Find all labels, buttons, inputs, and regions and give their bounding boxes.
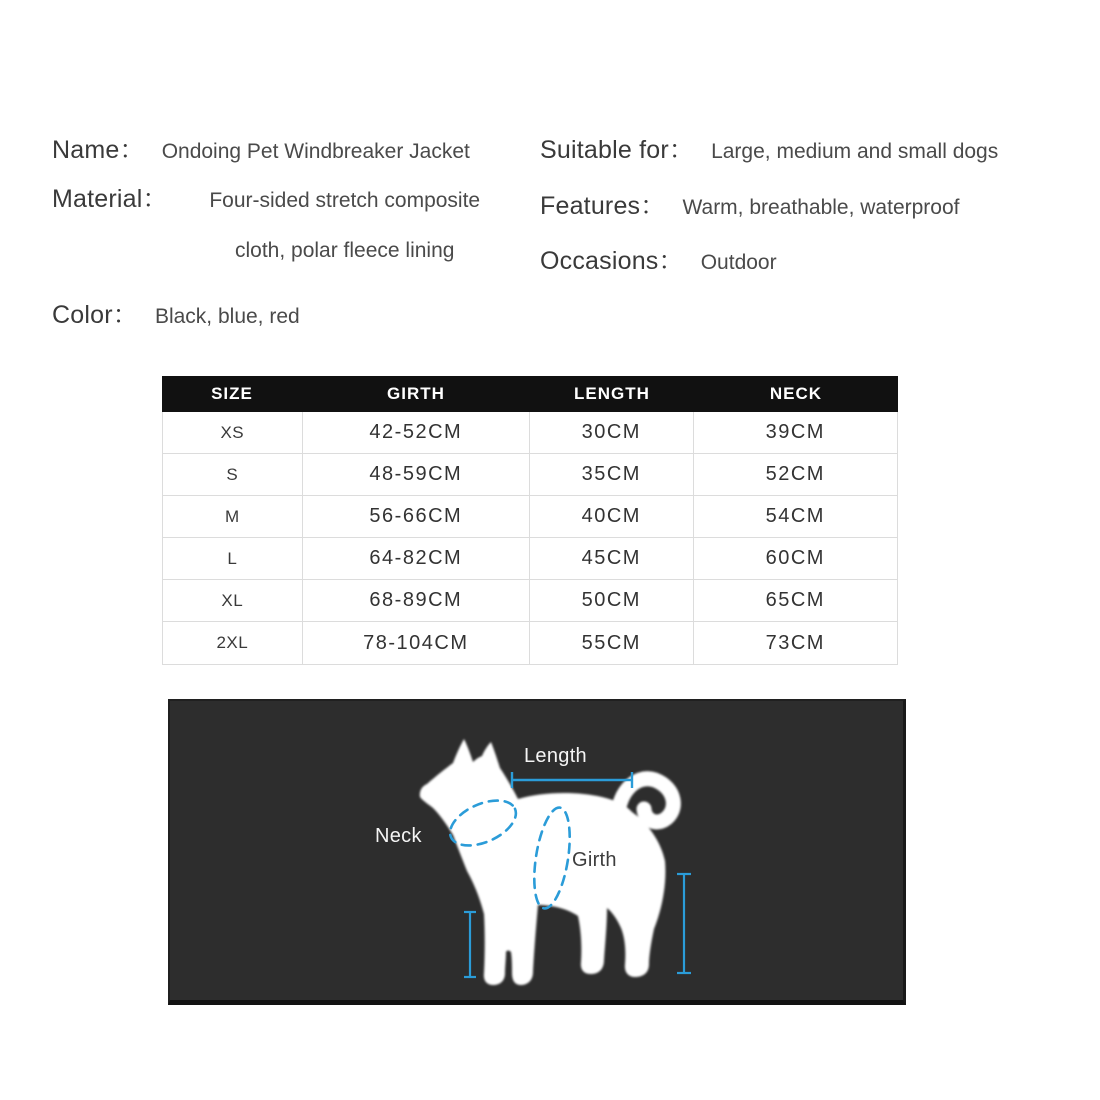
features-label: Features： [540, 192, 666, 220]
girth-label: Girth [572, 849, 617, 871]
cell-neck: 39CM [765, 421, 825, 443]
length-label: Length [524, 745, 587, 767]
info-row-material [52, 176, 505, 276]
info-row-features [540, 186, 959, 222]
cell-neck: 60CM [765, 547, 825, 569]
dog-silhouette [420, 739, 674, 985]
front-leg-measure-line [464, 912, 476, 977]
table-row [163, 622, 897, 664]
table-row [163, 412, 897, 454]
header-cell-neck: NECK [769, 384, 823, 403]
cell-neck: 54CM [765, 505, 825, 527]
name-label: Name： [52, 136, 145, 164]
header-cell-size: SIZE [211, 384, 253, 403]
info-row-name [52, 130, 470, 166]
cell-length: 50CM [530, 580, 694, 621]
name-value: Ondoing Pet Windbreaker Jacket [161, 140, 470, 163]
features-value: Warm, breathable, waterproof [682, 196, 960, 219]
info-row-occasions [540, 241, 777, 277]
cell-length: 40CM [530, 496, 694, 537]
material-label: Material： [52, 185, 168, 213]
cell-neck: 73CM [765, 631, 825, 654]
suitable-for-label: Suitable for： [540, 136, 695, 164]
table-row [163, 580, 897, 622]
info-row-suitable-for [540, 130, 998, 166]
size-table-body [162, 412, 898, 665]
cell-neck: 65CM [765, 589, 825, 611]
cell-length: 55CM [530, 622, 694, 664]
cell-girth: 64-82CM [303, 538, 530, 579]
color-label: Color： [52, 301, 138, 329]
cell-size: L [163, 538, 303, 579]
neck-label: Neck [375, 825, 422, 847]
cell-length: 35CM [530, 454, 694, 495]
size-table-header [162, 376, 898, 412]
header-cell-length: LENGTH [574, 384, 650, 403]
cell-length: 45CM [530, 538, 694, 579]
rear-height-measure-line [677, 874, 691, 973]
occasions-value: Outdoor [700, 251, 777, 274]
cell-girth: 56-66CM [303, 496, 530, 537]
cell-girth: 78-104CM [303, 622, 530, 664]
table-row [163, 496, 897, 538]
cell-size: XS [163, 412, 303, 453]
table-row [163, 538, 897, 580]
info-row-color [52, 295, 300, 331]
cell-size: M [163, 496, 303, 537]
cell-girth: 48-59CM [303, 454, 530, 495]
suitable-for-value: Large, medium and small dogs [711, 140, 999, 163]
length-measure-line [512, 772, 632, 788]
occasions-label: Occasions： [540, 247, 684, 275]
material-value-line2: cloth, polar fleece lining [234, 239, 455, 262]
cell-size: XL [163, 580, 303, 621]
cell-neck: 52CM [765, 463, 825, 485]
cell-girth: 42-52CM [303, 412, 530, 453]
cell-length: 30CM [530, 412, 694, 453]
header-cell-girth: GIRTH [387, 384, 445, 403]
cell-size: S [163, 454, 303, 495]
material-value [185, 176, 505, 276]
material-value-line1: Four-sided stretch composite [209, 189, 481, 212]
color-value: Black, blue, red [154, 305, 300, 328]
measurement-diagram-panel [168, 699, 906, 1005]
cell-girth: 68-89CM [303, 580, 530, 621]
cell-size: 2XL [163, 622, 303, 664]
table-row [163, 454, 897, 496]
